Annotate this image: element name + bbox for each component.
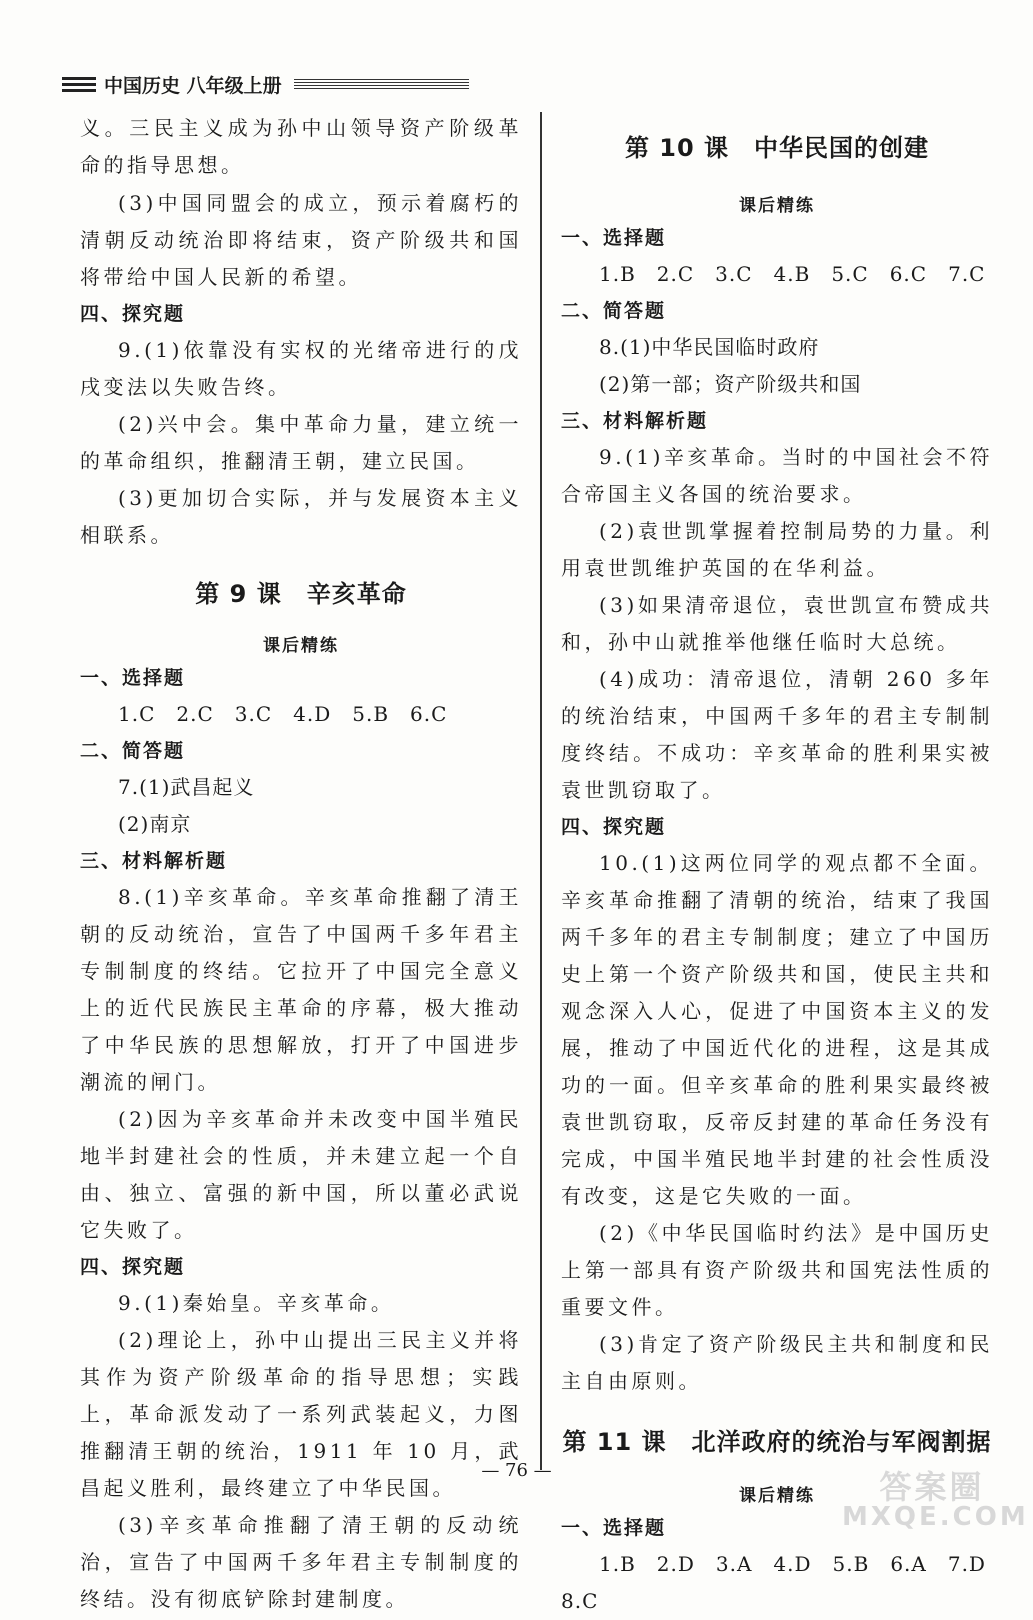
lesson-title: 第 11 课 北洋政府的统治与军阀割据 xyxy=(562,1428,992,1456)
section-heading: 一、选择题 xyxy=(561,1517,667,1539)
left-column xyxy=(80,110,522,1618)
section-heading: 三、材料解析题 xyxy=(561,410,709,432)
header-bars-decoration xyxy=(62,77,96,92)
page-header xyxy=(62,72,469,96)
header-title: 中国历史 八年级上册 xyxy=(104,74,282,97)
page-number: — 76 — xyxy=(481,1460,552,1481)
lesson-title: 第 10 课 中华民国的创建 xyxy=(624,134,930,162)
subheading: 课后精练 xyxy=(739,1486,815,1506)
watermark-logo xyxy=(842,1468,1029,1534)
answer-line: 8.C xyxy=(561,1589,599,1613)
answer-line: 8.(1)中华民国临时政府 xyxy=(599,335,820,359)
header-rule-decoration xyxy=(294,79,469,90)
answer-line: 1.B 2.D 3.A 4.D 5.B 6.A 7.D xyxy=(599,1552,986,1576)
paragraph: (4)成功：清帝退位，清朝 260 多年的统治结束，中国两千多年的君主专制制度终结。不成功：辛亥革命的胜利果实被袁世凯窃取了。 xyxy=(561,667,993,802)
answer-line: 1.B 2.C 3.C 4.B 5.C 6.C 7.C xyxy=(599,262,986,286)
paragraph: (3)中国同盟会的成立，预示着腐朽的清朝反动统治即将结束，资产阶级共和国将带给中国人民新的希望。 xyxy=(80,191,522,289)
paragraph: (2)因为辛亥革命并未改变中国半殖民地半封建社会的性质，并未建立起一个自由、独立、富强的新中国，所以董必武说它失败了。 xyxy=(80,1107,522,1242)
section-heading: 四、探究题 xyxy=(80,1256,186,1278)
paragraph: 9.(1)秦始皇。辛亥革命。 xyxy=(118,1291,395,1315)
paragraph: (2)袁世凯掌握着控制局势的力量。利用袁世凯维护英国的在华利益。 xyxy=(561,519,993,580)
paragraph: (3)肯定了资产阶级民主共和制度和民主自由原则。 xyxy=(561,1332,993,1393)
paragraph: 9.(1)辛亥革命。当时的中国社会不符合帝国主义各国的统治要求。 xyxy=(561,445,993,506)
section-heading: 一、选择题 xyxy=(80,667,186,689)
section-heading: 二、简答题 xyxy=(80,740,186,762)
column-divider xyxy=(540,112,542,1470)
subheading: 课后精练 xyxy=(263,636,339,656)
watermark-url: MXQE.COM xyxy=(842,1502,1029,1532)
paragraph: (2)兴中会。集中革命力量，建立统一的革命组织，推翻清王朝，建立民国。 xyxy=(80,412,522,473)
answer-line: 1.C 2.C 3.C 4.D 5.B 6.C xyxy=(118,702,448,726)
watermark-text: 答案圈 xyxy=(879,1468,985,1506)
right-column xyxy=(561,110,993,1620)
paragraph: (2)理论上，孙中山提出三民主义并将其作为资产阶级革命的指导思想；实践上，革命派发动了一系列武装起义，力图推翻清王朝的统治，1911 年 10 月，武昌起义胜利，最终建立了中华民国。 xyxy=(80,1328,522,1500)
answer-line: (2)南京 xyxy=(118,812,192,836)
paragraph: (3)辛亥革命推翻了清王朝的反动统治，宣告了中国两千多年君主专制制度的终结。没有彻底铲除封建制度。 xyxy=(80,1513,522,1611)
subheading: 课后精练 xyxy=(739,196,815,216)
answer-line: 7.(1)武昌起义 xyxy=(118,775,255,799)
section-heading: 二、简答题 xyxy=(561,300,667,322)
paragraph: 8.(1)辛亥革命。辛亥革命推翻了清王朝的反动统治，宣告了中国两千多年君主专制制度的终结。它拉开了中国完全意义上的近代民族民主革命的序幕，极大推动了中华民族的思想解放，打开了中国进步潮流的闸门。 xyxy=(80,885,522,1094)
paragraph: (3)更加切合实际，并与发展资本主义相联系。 xyxy=(80,486,522,547)
section-heading: 四、探究题 xyxy=(80,303,186,325)
section-heading: 三、材料解析题 xyxy=(80,850,228,872)
paragraph: 10.(1)这两位同学的观点都不全面。辛亥革命推翻了清朝的统治，结束了我国两千多年的君主专制制度；建立了中国历史上第一个资产阶级共和国，使民主共和观念深入人心，促进了中国资本主义的发展，推动了中国近代化的进程，这是其成功的一面。但辛亥革命的胜利果实最终被袁世凯窃取，反帝反封建的革命任务没有完成，中国半殖民地半封建的社会性质没有改变，这是它失败的一面。 xyxy=(561,851,993,1208)
paragraph: 9.(1)依靠没有实权的光绪帝进行的戊戌变法以失败告终。 xyxy=(80,338,522,399)
section-heading: 一、选择题 xyxy=(561,227,667,249)
paragraph: (2)《中华民国临时约法》是中国历史上第一部具有资产阶级共和国宪法性质的重要文件。 xyxy=(561,1221,993,1319)
section-heading: 四、探究题 xyxy=(561,816,667,838)
lesson-title: 第 9 课 辛亥革命 xyxy=(195,580,407,608)
answer-line: (2)第一部；资产阶级共和国 xyxy=(599,372,862,396)
paragraph: 义。三民主义成为孙中山领导资产阶级革命的指导思想。 xyxy=(80,116,522,177)
paragraph: (3)如果清帝退位，袁世凯宣布赞成共和，孙中山就推举他继任临时大总统。 xyxy=(561,593,993,654)
